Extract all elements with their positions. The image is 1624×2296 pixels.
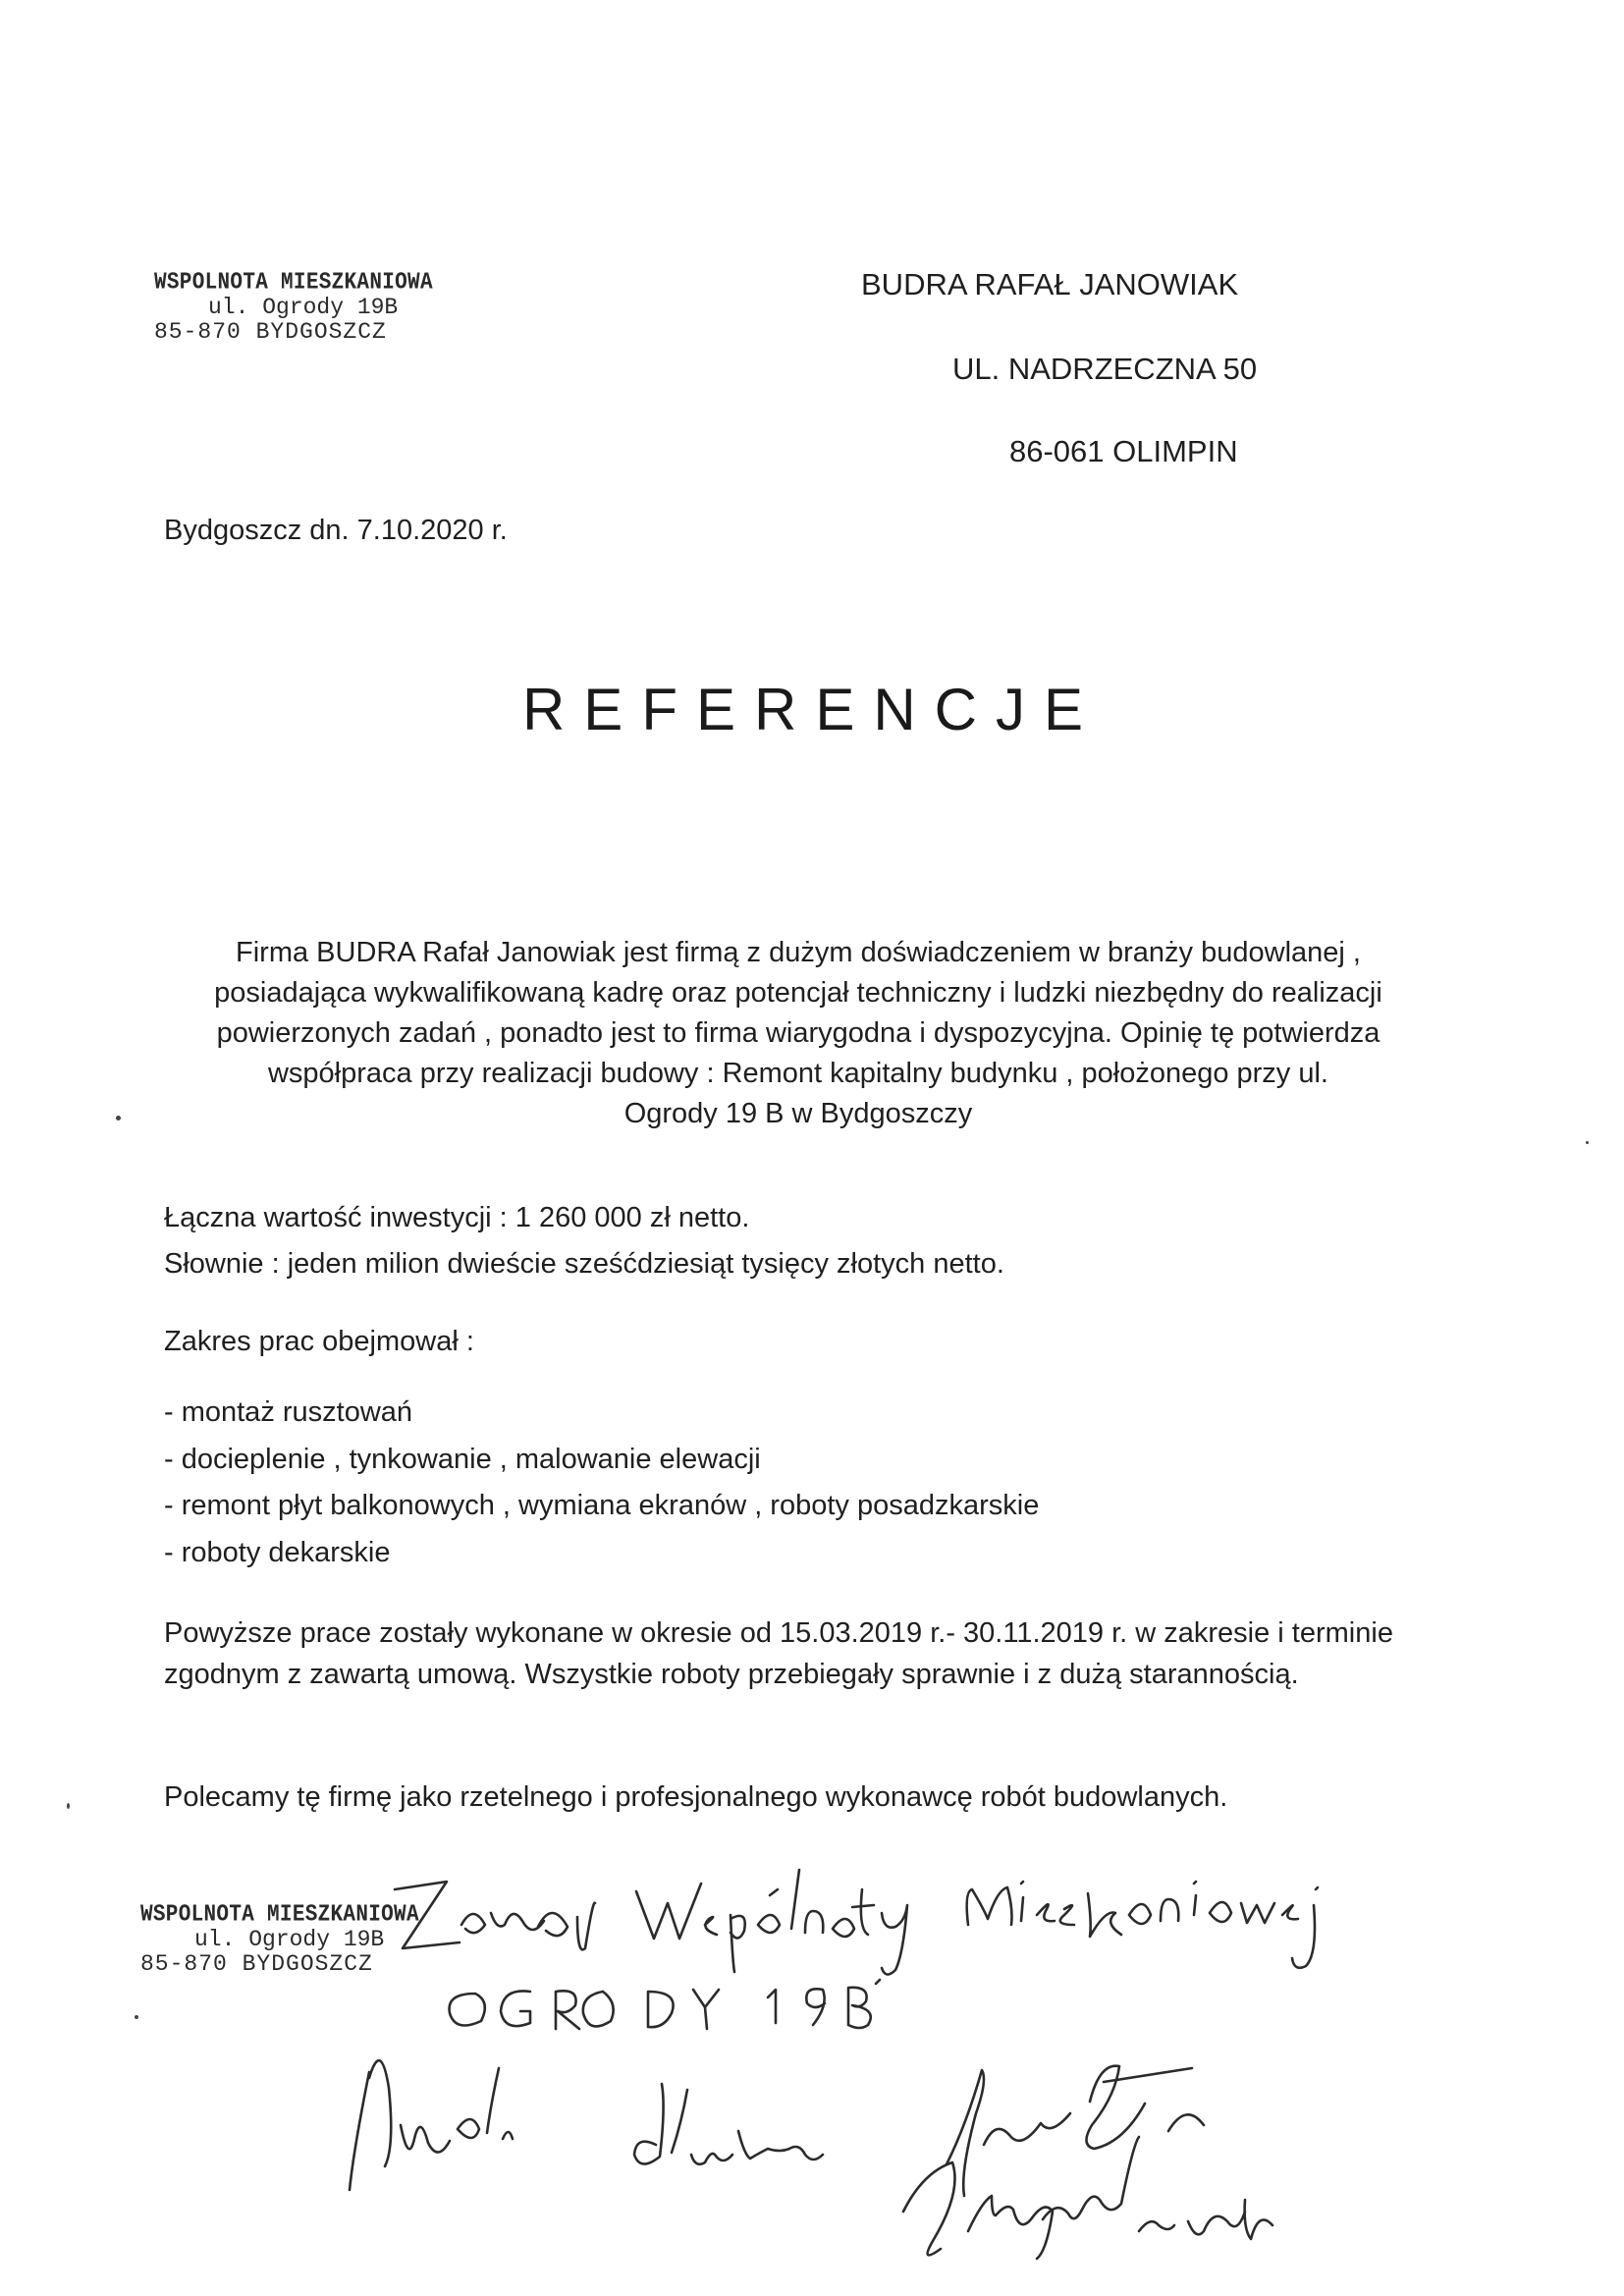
recipient-name: BUDRA RAFAŁ JANOWIAK — [861, 267, 1239, 301]
stamp-name: WSPOLNOTA MIESZKANIOWA — [140, 1902, 419, 1929]
intro-line: Ogrody 19 B w Bydgoszczy — [623, 1098, 973, 1129]
intro-paragraph — [147, 933, 1449, 1134]
document-title: REFERENCJE — [521, 677, 1103, 742]
handwriting-zarzad — [395, 1882, 595, 1949]
handwriting-wspolnoty — [636, 1870, 907, 1975]
scan-speck — [116, 1116, 121, 1121]
scan-speck — [135, 2015, 138, 2019]
scope-item: - roboty dekarskie — [164, 1537, 391, 1568]
recipient-city: 86-061 OLIMPIN — [1009, 434, 1238, 468]
signature-4 — [903, 2137, 1272, 2259]
stamp-name: WSPOLNOTA MIESZKANIOWA — [154, 270, 433, 297]
scope-heading: Zakres prac obejmował : — [164, 1326, 474, 1357]
signature-1 — [350, 2060, 513, 2190]
stamp-street: ul. Ogrody 19B — [194, 1926, 385, 1952]
intro-line: posiadająca wykwalifikowaną kadrę oraz potencjał techniczny i ludzki niezbędny do realizacji — [214, 977, 1382, 1009]
scope-item: - montaż rusztowań — [164, 1396, 413, 1428]
intro-line: Firma BUDRA Rafał Janowiak jest firmą z dużym doświadczeniem w branży budowlanej , — [236, 937, 1361, 968]
completion-paragraph: Powyższe prace zostały wykonane w okresie od 15.03.2019 r.- 30.11.2019 r. w zakresie i terminie zgodnym z zawartą umową. Wszystkie roboty przebiegały sprawnie i z dużą starannością. — [164, 1617, 1393, 1690]
recipient-street: UL. NADRZECZNA 50 — [952, 352, 1258, 386]
signature-stamp — [140, 1902, 419, 1977]
scan-speck — [67, 1803, 70, 1809]
handwriting-mieszkaniowej — [967, 1882, 1318, 1968]
intro-line: współpraca przy realizacji budowy : Remont kapitalny budynku , położonego przy ul. — [267, 1058, 1328, 1089]
scope-item: - remont płyt balkonowych , wymiana ekranów , roboty posadzkarskie — [164, 1490, 1040, 1521]
investment-words: Słownie : jeden milion dwieście sześćdziesiąt tysięcy złotych netto. — [164, 1248, 1004, 1280]
intro-line: powierzonych zadań , ponadto jest to firma wiarygodna i dyspozycyjna. Opinię tę potwierdza — [216, 1017, 1380, 1049]
investment-value: Łączna wartość inwestycji : 1 260 000 zł netto. — [164, 1202, 750, 1233]
stamp-street: ul. Ogrody 19B — [208, 294, 399, 320]
recommendation-line: Polecamy tę firmę jako rzetelnego i profesjonalnego wykonawcę robót budowlanych. — [164, 1781, 1228, 1813]
stamp-city: 85-870 BYDGOSZCZ — [154, 318, 387, 345]
scan-speck — [1586, 1141, 1589, 1144]
signature-3 — [947, 2066, 1204, 2196]
sender-stamp — [154, 270, 433, 345]
stamp-city: 85-870 BYDGOSZCZ — [140, 1950, 373, 1977]
letter-date: Bydgoszcz dn. 7.10.2020 r. — [164, 515, 508, 546]
handwriting-ogrody — [450, 1980, 880, 2029]
signature-2 — [634, 2084, 823, 2164]
scope-item: - docieplenie , tynkowanie , malowanie elewacji — [164, 1444, 761, 1475]
